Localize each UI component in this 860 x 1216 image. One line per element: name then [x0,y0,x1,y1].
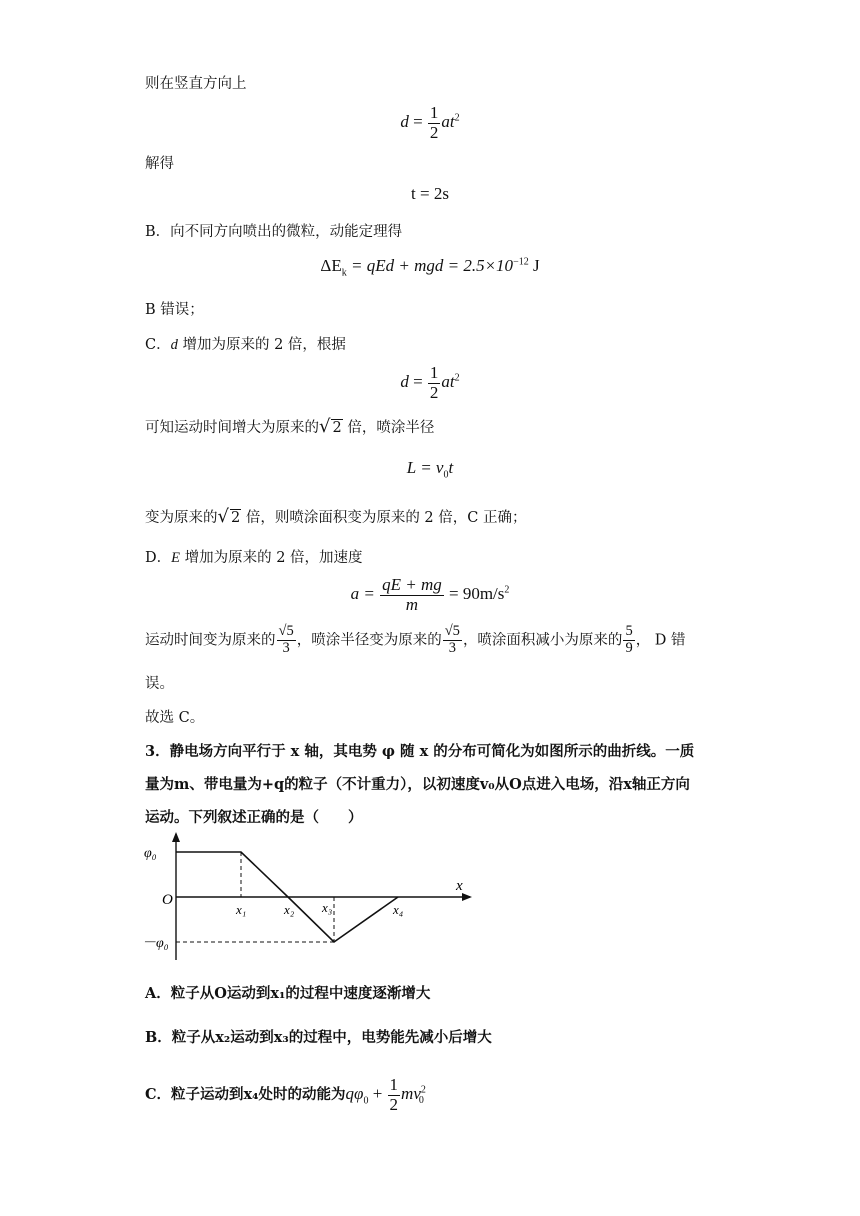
text-line-7: 变为原来的√ 2 倍，则喷涂面积变为原来的 2 倍，C 正确； [145,506,527,527]
text-line-8: D．E 增加为原来的 2 倍，加速度 [145,550,363,566]
potential-graph [140,830,480,965]
equation-t-2s: t = 2s [411,184,449,203]
equation-d-half-at2-repeat: d = $\frac{1}{2}$ $at^2$ [400,363,460,402]
text-line-10: 误。 [145,676,174,692]
equation-delta-ek: $\Delta E_k$ = qEd + mgd = $2.5\times 10^{-12}$ J [320,256,540,279]
option-c: C．粒子运动到x₄处时的动能为$q\varphi_0$ + $\frac{1}{2}$ $mv^2_0$ [145,1075,426,1114]
label-neg-phi0: －φ₀ [142,936,169,951]
label-x1: x₁ [236,902,247,917]
question-line-3: 运动。下列叙述正确的是（ ） [145,809,363,826]
text-line-3: B．向不同方向喷出的微粒，动能定理得 [145,224,403,240]
text-line-4: B 错误； [145,302,204,318]
x-axis-arrow [462,893,472,901]
question-line-2: 量为m、带电量为+q的粒子（不计重力），以初速度v₀从O点进入电场，沿x轴正方向 [145,776,690,793]
text-line-1: 则在竖直方向上 [145,76,247,92]
text-line-6: 可知运动时间增大为原来的√ 2 倍，喷涂半径 [145,416,435,437]
label-x2: x₂ [284,902,295,917]
text-line-5: C．d 增加为原来的 2 倍，根据 [145,337,346,353]
label-x4: x₄ [393,902,404,917]
question-line-1: 3．静电场方向平行于 x 轴，其电势 φ 随 x 的分布可简化为如图所示的曲折线。一质 [145,743,695,760]
equation-L-v0t: $L = v_0t$ [406,458,454,481]
text-line-11: 故选 C。 [145,710,205,726]
text-line-2: 解得 [145,156,174,172]
label-x3: x₃ [322,900,333,915]
label-phi0: φ₀ [144,846,157,861]
option-b: B．粒子从x₂运动到x₃的过程中，电势能先减小后增大 [145,1029,492,1046]
label-x-axis: x [456,878,463,894]
equation-acceleration: a = $\frac{qE + mg}{m}$ = $90m/s^2$ [350,575,510,614]
option-a: A．粒子从O运动到x₁的过程中速度逐渐增大 [145,985,431,1002]
label-origin: O [162,892,173,908]
text-line-9: 运动时间变为原来的 $\frac{√5}{3}$ ，喷涂半径变为原来的 $\frac{√5}{3}$ ，喷涂面积减小为原来的 $\frac{5}{9}$ ， D 错 [145,623,686,656]
y-axis-arrow [172,832,180,842]
equation-d-half-at2: d = $\frac{1}{2}$ $at^2$ [400,103,460,142]
